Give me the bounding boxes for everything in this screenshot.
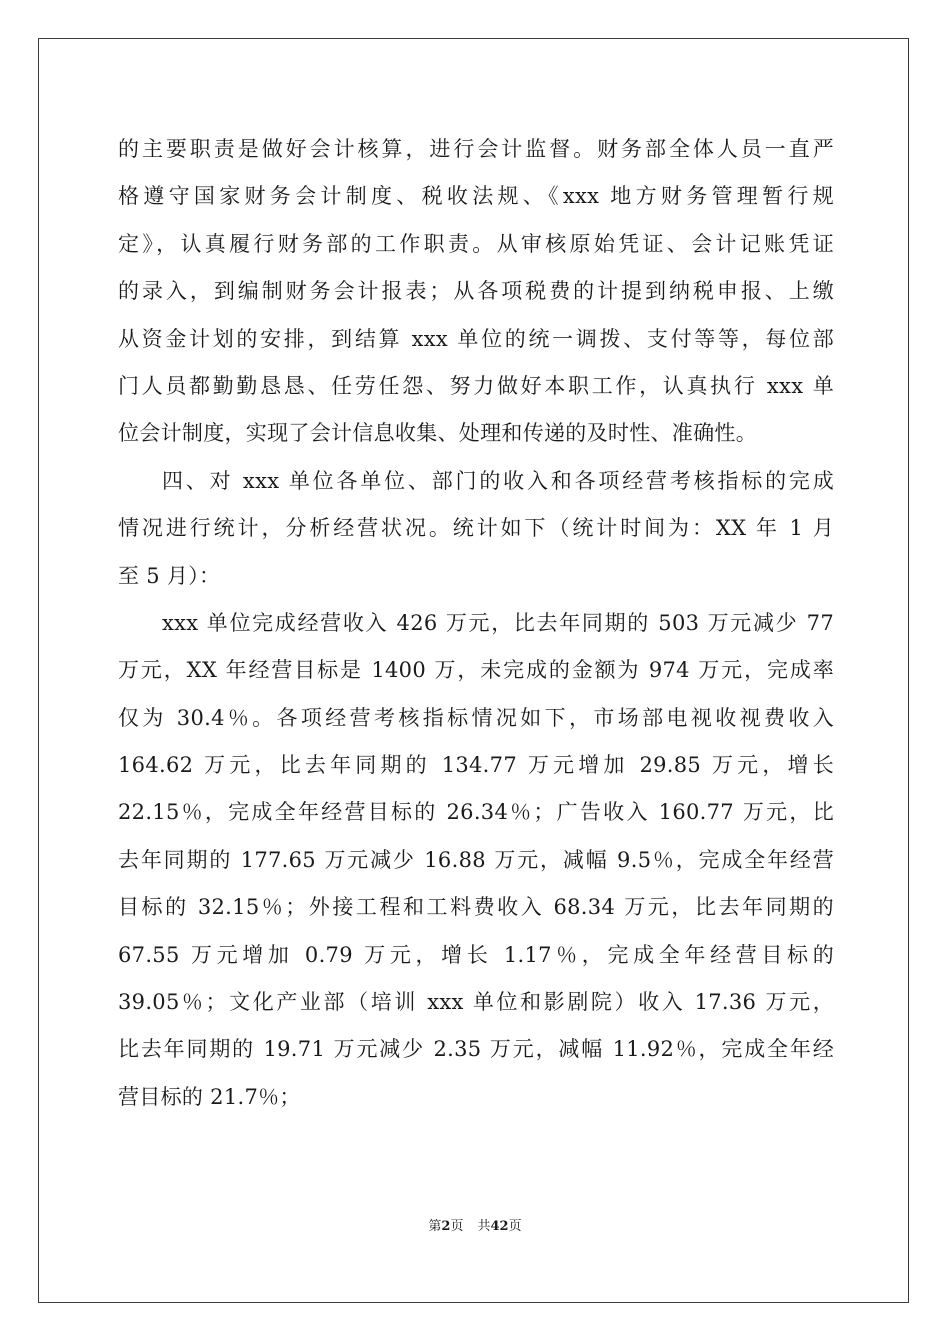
text-line: 164.62 万元，比去年同期的 134.77 万元增加 29.85 万元，增长	[118, 753, 834, 778]
text-line: 格遵守国家财务会计制度、税收法规、《xxx 地方财务管理暂行规	[118, 184, 834, 209]
paragraph-start-line: 四、对 xxx 单位各单位、部门的收入和各项经营考核指标的完成	[162, 468, 834, 493]
text-line: 情况进行统计，分析经营状况。统计如下（统计时间为：XX 年 1 月	[118, 516, 834, 541]
text-line: 营目标的 21.7％；	[118, 1084, 301, 1109]
text-line: 39.05％；文化产业部（培训 xxx 单位和影剧院）收入 17.36 万元，	[118, 990, 834, 1015]
text-line: 从资金计划的安排，到结算 xxx 单位的统一调拨、支付等等，每位部	[118, 326, 834, 351]
page-suffix: 页	[450, 1219, 464, 1234]
page-footer	[0, 1218, 950, 1236]
text-line: 比去年同期的 19.71 万元减少 2.35 万元，减幅 11.92％，完成全年经	[118, 1037, 834, 1062]
text-line: 的主要职责是做好会计核算，进行会计监督。财务部全体人员一直严	[118, 137, 834, 161]
text-line: 位会计制度，实现了会计信息收集、处理和传递的及时性、准确性。	[118, 421, 757, 446]
total-prefix: 共	[477, 1219, 491, 1234]
text-line: 67.55 万元增加 0.79 万元，增长 1.17％，完成全年经营目标的	[118, 942, 834, 967]
text-line: 仅为 30.4％。各项经营考核指标情况如下，市场部电视收视费收入	[118, 705, 834, 730]
total-suffix: 页	[508, 1219, 522, 1234]
total-page-count: 42	[490, 1219, 509, 1234]
text-line: 去年同期的 177.65 万元减少 16.88 万元，减幅 9.5％，完成全年经营	[118, 847, 834, 872]
text-line: 门人员都勤勤恳恳、任劳任怨、努力做好本职工作，认真执行 xxx 单	[118, 373, 834, 398]
page-prefix: 第	[428, 1219, 442, 1234]
text-line: 的录入，到编制财务会计报表；从各项税费的计提到纳税申报、上缴	[118, 279, 834, 304]
text-line: 目标的 32.15％；外接工程和工料费收入 68.34 万元，比去年同期的	[118, 895, 834, 920]
text-line: 至 5 月）：	[118, 563, 221, 588]
text-line: 万元，XX 年经营目标是 1400 万，未完成的金额为 974 万元，完成率	[118, 658, 834, 683]
text-line: 定》，认真履行财务部的工作职责。从审核原始凭证、会计记账凭证	[118, 231, 834, 256]
current-page-number: 2	[441, 1219, 451, 1234]
text-line: 22.15％，完成全年经营目标的 26.34％；广告收入 160.77 万元，比	[118, 800, 834, 825]
document-body	[118, 126, 834, 1121]
paragraph-start-line: xxx 单位完成经营收入 426 万元，比去年同期的 503 万元减少 77	[162, 610, 834, 635]
